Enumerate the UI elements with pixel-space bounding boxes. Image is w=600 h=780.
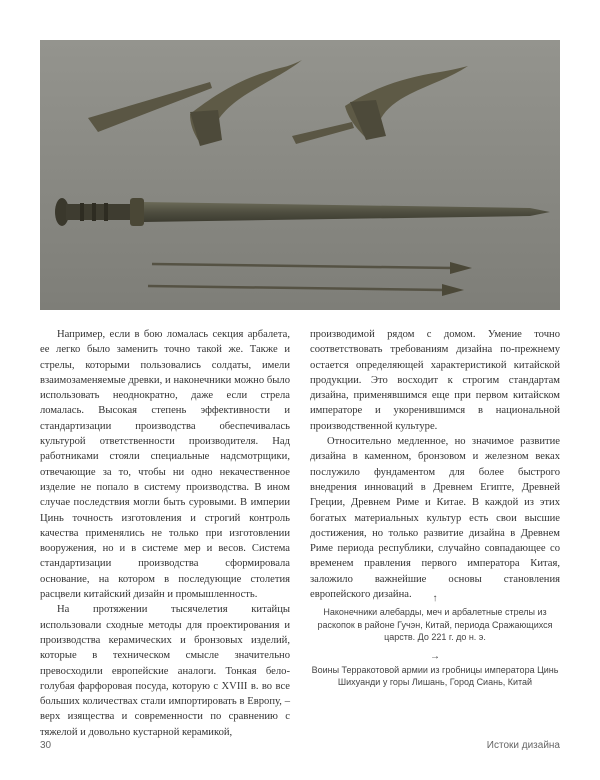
- left-text-column: [40, 327, 290, 740]
- bronze-weapons-illustration: [40, 40, 560, 310]
- caption-weapons: Наконечники алебарды, меч и арбалетные стрелы из раскопок в районе Гучэн, Китай, периода Сражающихся царств. До 221 г. до н. э.: [317, 607, 553, 643]
- caption-terracotta-army: Воины Терракотовой армии из гробницы императора Цинь Шихуанди у горы Лишань, Город Сиань, Китай: [311, 664, 559, 688]
- body-paragraph: На протяжении тысячелетия китайцы использовали сходные методы для проектирования и производства керамических и бронзовых изделий, которые в техническом смысле значительно превосходили европейские аналоги. Тонкая бело-голубая фарфоровая посуда, которую с XVIII в. во все больших количествах стали импортировать в Европу, – верх изящества и современности по сравнению с тяжелой и довольно кустарной керамикой,: [40, 604, 290, 738]
- figure-captions: [310, 594, 560, 697]
- right-text-column: [310, 327, 560, 602]
- body-paragraph: Например, если в бою ломалась секция арбалета, ее легко было заменить точно такой же. Также и стрелы, которыми пользовались солдаты, имели взаимозаменяемые древки, и наконечники можно было использовать неоднократно, даже если стрела ломалась. Высокая степень эффективности и стандартизации производства обеспечивалась культурой ответственности производителя. Над работниками стояли специальные надсмотрщики, отвечающие за то, чтобы ни одно некачественное изделие не попало в систему производства. В ином случае последствия могли быть суровыми. В империи Цинь точность изготовления и строгий контроль качества применялись не только при изготовлении вооружения, но и в системе мер и весов. Система стандартизации производства сформировала основание, на котором в последующие столетия расцвели китайский дизайн и промышленность.: [40, 329, 290, 601]
- body-paragraph: производимой рядом с домом. Умение точно соответствовать требованиям дизайна по-прежнему остается определяющей характеристикой китайской продукции. Это восходит к строгим стандартам дизайна, применявшимся еще при первом китайском императоре и укоренившимся в национальной производственной культуре.: [310, 329, 560, 432]
- body-paragraph: Относительно медленное, но значимое развитие дизайна в каменном, бронзовом и железном веках послужило фундаментом для более быстрого внедрения инноваций в Древнем Египте, Древней Греции, Древнем Риме и Китае. В каждой из этих богатых материальных культур есть свои высшие достижения, но только развитие дизайна в Древнем Риме периода республики, случайно совпадающее со временем правления первого императора Китая, заложило важнейшие основы становления европейского дизайна.: [310, 436, 560, 601]
- artifacts-photo: [40, 40, 560, 310]
- running-title: Истоки дизайна: [486, 740, 560, 751]
- page-number: 30: [40, 740, 52, 751]
- arrow-right-icon: →: [430, 650, 440, 662]
- arrow-up-icon: ↑: [432, 593, 438, 604]
